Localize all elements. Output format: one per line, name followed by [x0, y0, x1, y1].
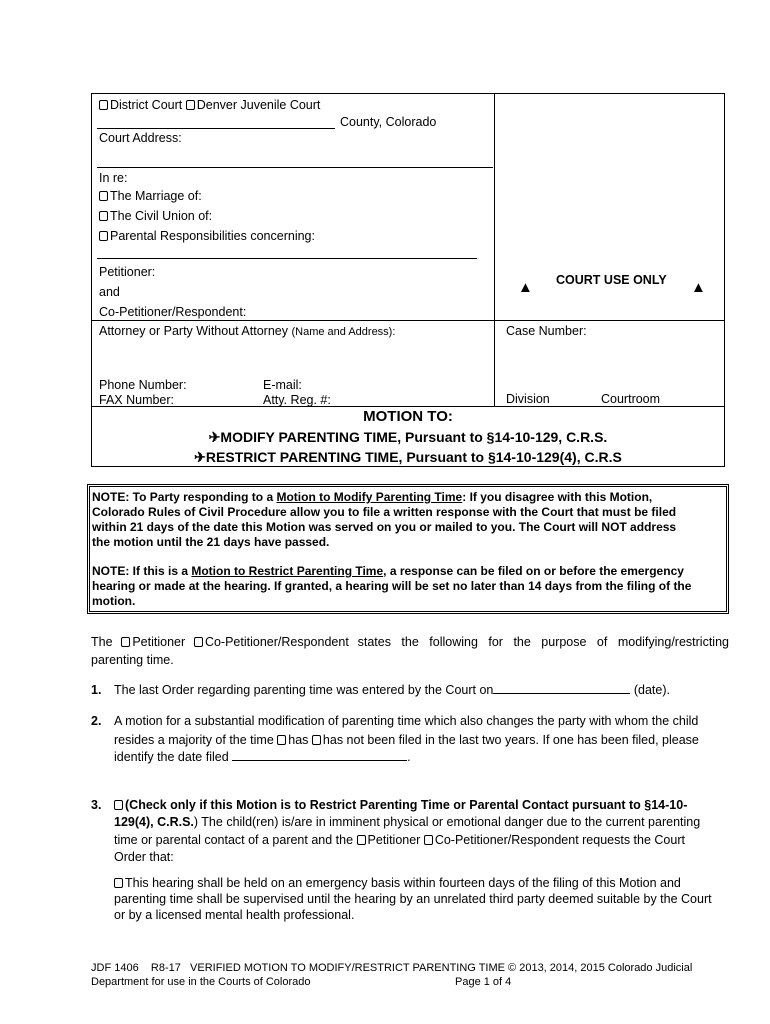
atty-reg-label: Atty. Reg. #:	[263, 393, 331, 407]
intro-petitioner-option: Petitioner	[121, 633, 185, 651]
item1-number: 1.	[91, 683, 102, 697]
restrict-title-text: RESTRICT PARENTING TIME, Pursuant to §14-10-129(4), C.R.S	[205, 449, 622, 465]
note-paragraph-2	[92, 564, 724, 609]
note-line: hearing or made at the hearing. If granted, a hearing will be set no later than 14 days from the filing of the	[92, 579, 692, 593]
intro-line-2: parenting time.	[91, 653, 174, 667]
parental-checkbox[interactable]	[99, 231, 108, 241]
caption-rule-attorney	[91, 320, 725, 321]
hearing-line3: or by a licensed mental health professional.	[114, 908, 355, 922]
item1-suffix: (date).	[633, 683, 670, 697]
intro-petitioner-checkbox[interactable]	[121, 637, 130, 647]
item2-number: 2.	[91, 714, 102, 728]
phone-label: Phone Number:	[99, 378, 187, 392]
and-label: and	[99, 285, 120, 299]
parental-label: Parental Responsibilities concerning:	[110, 229, 315, 243]
intro-the: The	[91, 635, 113, 649]
hearing-line1: This hearing shall be held on an emergency basis within fourteen days of the filing of this Motion and	[114, 874, 681, 892]
in-re-label: In re:	[99, 171, 128, 185]
footer-page-number: Page 1 of 4	[455, 976, 512, 988]
intro-line	[91, 633, 729, 651]
civil-union-label: The Civil Union of:	[110, 209, 213, 223]
fax-label: FAX Number:	[99, 393, 175, 407]
item1-text	[114, 681, 670, 699]
in-re-parental	[99, 229, 315, 244]
item3-line3: time or parental contact of a parent and the Petitioner Co-Petitioner/Respondent requests the Court	[114, 833, 685, 847]
court-use-only-label: COURT USE ONLY	[556, 273, 667, 287]
marriage-label: The Marriage of:	[110, 189, 202, 203]
district-court-label: District Court	[110, 98, 183, 112]
modify-title-line	[91, 428, 725, 446]
modify-title-rest: , Pursuant to §14-10-129, C.R.S.	[397, 429, 608, 445]
motion-title: MOTION TO:	[363, 408, 453, 425]
item3-number: 3.	[91, 798, 102, 812]
note-line: NOTE: If this is a Motion to Restrict Parenting Time, a response can be filed on or before the emergency	[92, 564, 684, 578]
courtroom-label: Courtroom	[601, 392, 661, 406]
item3-line2: 129(4), C.R.S.) The child(ren) is/are in imminent physical or emotional danger due to the current parenting	[114, 815, 701, 829]
marriage-checkbox[interactable]	[99, 191, 108, 201]
note-line: within 21 days of the date this Motion was served on you or mailed to you. The Court will NOT address	[92, 520, 677, 534]
arrow-up-icon: ▲	[691, 279, 706, 296]
item1-date-field[interactable]	[493, 682, 630, 694]
hearing-line2: parenting time shall be supervised until the hearing by an unrelated third party deemed suitable by the Court	[114, 892, 712, 906]
item2-line3: identify the date filed .	[114, 750, 411, 764]
attorney-label-sub: (Name and Address):	[291, 326, 396, 338]
item3-petitioner-checkbox[interactable]	[357, 835, 366, 845]
attorney-label-text: Attorney or Party Without Attorney	[99, 324, 288, 338]
note-line: the motion until the 21 days have passed.	[92, 535, 330, 549]
hearing-checkbox[interactable]	[114, 878, 123, 888]
plane-icon: ✈	[208, 429, 221, 445]
restrict-title-line	[91, 448, 725, 466]
attorney-label	[99, 324, 395, 339]
denver-juvenile-checkbox[interactable]	[186, 100, 195, 110]
civil-union-checkbox[interactable]	[99, 211, 108, 221]
division-label: Division	[506, 392, 550, 406]
note-line: Colorado Rules of Civil Procedure allow you to file a written response with the Court that must be filed	[92, 505, 677, 519]
county-label: County, Colorado	[340, 115, 437, 129]
item3-line4: Order that:	[114, 850, 174, 864]
plane-icon: ✈	[194, 449, 206, 465]
intro-copet-checkbox[interactable]	[194, 637, 203, 647]
item2-has-checkbox[interactable]	[277, 735, 286, 745]
item3-copet-checkbox[interactable]	[424, 835, 433, 845]
denver-juvenile-label: Denver Juvenile Court	[196, 98, 321, 112]
arrow-up-icon: ▲	[518, 279, 533, 296]
modify-title-bold: MODIFY PARENTING TIME	[220, 429, 398, 445]
note-line	[92, 490, 724, 505]
item3-checkbox[interactable]	[114, 800, 123, 810]
item2-date-field[interactable]	[232, 749, 407, 761]
caption-vertical-divider	[494, 93, 495, 406]
note-line: motion.	[92, 594, 136, 608]
email-label: E-mail:	[263, 378, 302, 392]
note-text: NOTE: To Party responding to a Motion to Modify Parenting Time: If you disagree with this Motion,	[92, 490, 653, 504]
county-blank-line	[97, 128, 335, 129]
note-paragraph-1	[92, 490, 724, 550]
in-re-civil-union	[99, 209, 212, 224]
case-number-label: Case Number:	[506, 324, 587, 338]
footer-line1: JDF 1406 R8-17 VERIFIED MOTION TO MODIFY/RESTRICT PARENTING TIME © 2013, 2014, 2015 Colorado Judicial	[91, 962, 693, 974]
footer-line2-left: Department for use in the Courts of Colorado	[91, 976, 311, 988]
item2-line2: resides a majority of the time has has not been filed in the last two years. If one has been filed, please	[114, 733, 699, 747]
caption-rule-parties	[97, 258, 477, 259]
item2-hasnot-checkbox[interactable]	[312, 735, 321, 745]
intro-copet-option: Co-Petitioner/Respondent	[194, 633, 349, 651]
caption-rule-inre	[97, 167, 493, 168]
court-options	[99, 98, 320, 113]
intro-rest: states the following for the purpose of modifying/restricting	[357, 635, 729, 649]
court-address-label: Court Address:	[99, 131, 182, 145]
item2-line1: A motion for a substantial modification of parenting time which also changes the party with whom the child	[114, 714, 699, 728]
district-court-checkbox[interactable]	[99, 100, 108, 110]
petitioner-label: Petitioner:	[99, 265, 156, 279]
co-petitioner-label: Co-Petitioner/Respondent:	[99, 305, 247, 319]
item1-label: The last Order regarding parenting time was entered by the Court on	[114, 683, 494, 697]
item3-line1: (Check only if this Motion is to Restrict Parenting Time or Parental Contact pursuant to §14-10-	[114, 796, 687, 814]
in-re-marriage	[99, 189, 202, 204]
